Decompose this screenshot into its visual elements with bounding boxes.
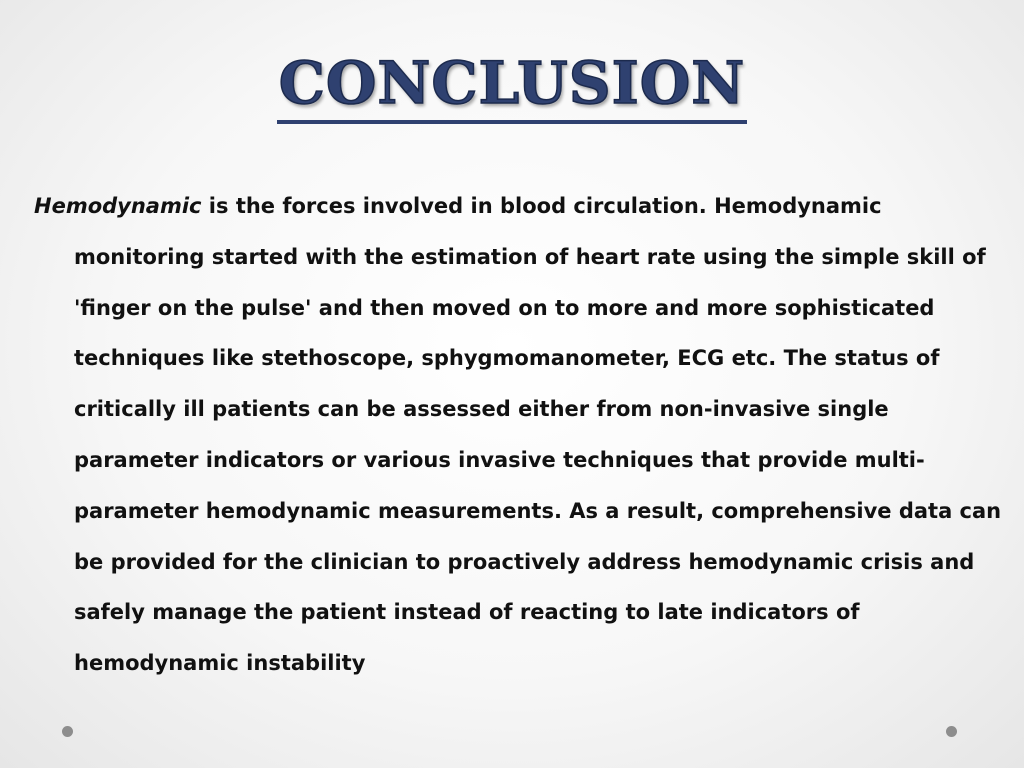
slide-title-text: CONCLUSION bbox=[277, 48, 748, 124]
slide-title bbox=[0, 48, 1024, 124]
decorative-dot-right bbox=[946, 726, 957, 737]
body-paragraph bbox=[34, 181, 1009, 689]
body-text: is the forces involved in blood circulation. Hemodynamic monitoring started with the estimation of heart rate using the simple skill of 'finger on the pulse' and then moved on to more and more sophisticated techniques like stethoscope, sphygmomanometer, ECG etc. The status of critically ill patients can be assessed either from non-invasive single parameter indicators or various invasive techniques that provide multi-parameter hemodynamic measurements. As a result, comprehensive data can be provided for the clinician to proactively address hemodynamic crisis and safely manage the patient instead of reacting to late indicators of hemodynamic instability bbox=[74, 194, 1002, 676]
body-lead-term: Hemodynamic bbox=[34, 194, 202, 218]
decorative-dot-left bbox=[62, 726, 73, 737]
